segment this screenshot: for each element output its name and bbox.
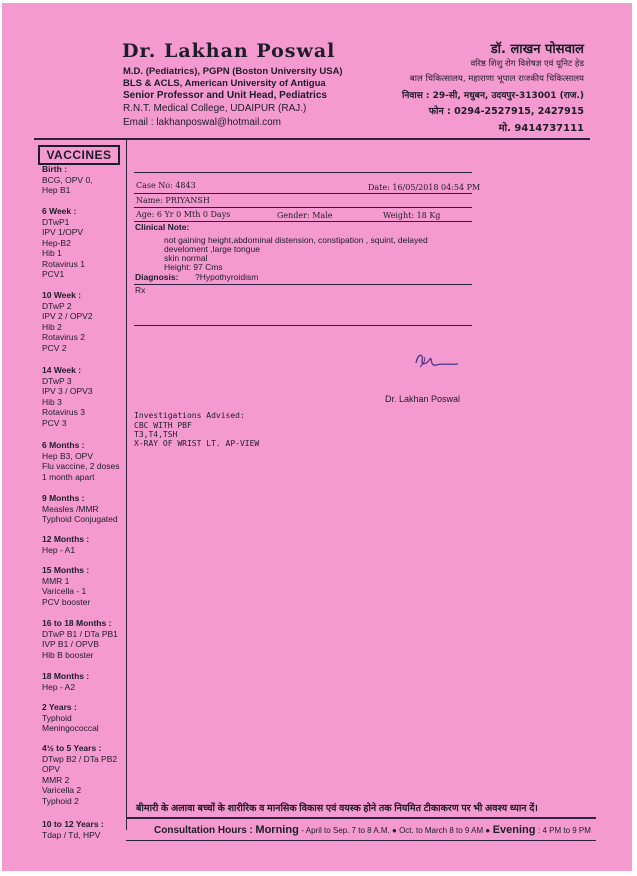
vaccine-age-heading: 4½ to 5 Years : xyxy=(42,743,102,753)
address-hindi: निवास : 29-सी, मधुबन, उदयपुर-313001 (राज.) xyxy=(402,91,584,101)
vaccine-item: Typhoid 2 xyxy=(42,795,79,806)
investigation-item: CBC WITH PBF xyxy=(134,421,192,430)
vaccine-item: Meningococcal xyxy=(42,723,99,733)
vaccine-item: PCV1 xyxy=(42,269,65,279)
vaccine-item: IPV 1/OPV xyxy=(42,227,84,237)
vaccine-item: PCV booster xyxy=(42,596,91,607)
vaccine-item: Hep B3, OPV xyxy=(42,450,94,461)
vaccine-group xyxy=(42,290,93,353)
case-rule-2 xyxy=(134,207,472,208)
morning-label: Morning xyxy=(255,824,299,836)
doctor-name-hindi: डॉ. लाखन पोसवाल xyxy=(490,42,584,57)
patient-name: Name: PRIYANSH xyxy=(136,196,210,205)
vaccine-item: 1 month apart xyxy=(42,471,95,482)
evening-label: Evening xyxy=(492,824,536,836)
vaccine-age-heading: 6 Months : xyxy=(42,440,85,450)
vaccine-item: Tdap / Td, HPV xyxy=(42,829,101,840)
clinical-note-label: Clinical Note: xyxy=(135,222,190,232)
vaccine-age-heading: 9 Months : xyxy=(42,493,85,503)
vaccine-group xyxy=(42,493,118,525)
vaccine-item: Hib 1 xyxy=(42,248,62,258)
vaccine-age-heading: 6 Week : xyxy=(42,206,77,216)
mobile-hindi: मो. 9414737111 xyxy=(498,123,584,134)
vaccine-item: Varicella 2 xyxy=(42,785,82,795)
diagnosis-value: ?Hypothyroidism xyxy=(195,272,259,282)
vaccine-item: PCV 2 xyxy=(42,342,67,353)
morning-hours: - April to Sep. 7 to 8 A.M. ● Oct. to March 8 to 9 AM ● xyxy=(301,826,491,835)
investigation-item: T3,T4,TSH xyxy=(134,430,178,439)
vaccine-item: Rotavirus 3 xyxy=(42,407,85,417)
vaccine-group xyxy=(42,365,93,428)
investigation-item: X-RAY OF WRIST LT. AP-VIEW xyxy=(134,439,260,448)
position: Senior Professor and Unit Head, Pediatrics xyxy=(123,90,327,101)
footer-rule xyxy=(126,817,596,819)
vaccine-item: IVP B1 / OPVB xyxy=(42,639,100,649)
patient-age: Age: 6 Yr 0 Mth 0 Days xyxy=(136,210,231,219)
vaccines-title: VACCINES xyxy=(38,145,120,165)
vaccine-item: Typhoid xyxy=(42,712,72,723)
vaccine-group xyxy=(42,534,89,555)
vaccine-item: DTwP B1 / DTa PB1 xyxy=(42,628,118,639)
vaccine-item: IPV 2 / OPV2 xyxy=(42,311,93,321)
vaccine-age-heading: 18 Months : xyxy=(42,671,90,681)
prescription-page xyxy=(2,3,632,871)
patient-gender: Gender: Male xyxy=(277,211,333,220)
vaccine-group xyxy=(42,206,85,280)
vaccine-age-heading: 10 to 12 Years : xyxy=(42,819,104,829)
vaccine-item: Flu vaccine, 2 doses xyxy=(42,461,120,471)
vaccine-item: Hib 2 xyxy=(42,321,62,332)
vaccine-item: DTwP 2 xyxy=(42,300,72,311)
patient-weight: Weight: 18 Kg xyxy=(383,211,441,220)
vaccine-age-heading: 10 Week : xyxy=(42,290,82,300)
vaccine-age-heading: Birth : xyxy=(42,164,68,174)
header-rule xyxy=(34,138,590,140)
vaccine-item: Hib 3 xyxy=(42,396,62,407)
rx-rule xyxy=(134,325,472,326)
footer-bottom-rule xyxy=(126,840,596,841)
phone-hindi: फोन : 0294-2527915, 2427915 xyxy=(428,106,584,117)
vaccine-item: Rotavirus 1 xyxy=(42,258,85,269)
case-rule-1 xyxy=(134,193,472,194)
vaccine-group xyxy=(42,565,90,607)
vaccine-item: Rotavirus 2 xyxy=(42,332,85,342)
sidebar-divider xyxy=(126,140,127,830)
rx-symbol: Rx xyxy=(135,285,146,295)
vaccine-age-heading: 16 to 18 Months : xyxy=(42,618,112,628)
footer-notice-hindi: बीमारी के अलावा बच्चों के शारीरिक व मानसिक विकास एवं वयस्क होने तक नियमित टीकाकरण पर भी अवश्य ध्यान दें। xyxy=(136,803,538,814)
vaccine-item: IPV 3 / OPV3 xyxy=(42,386,93,396)
consultation-hours xyxy=(154,824,591,836)
clinical-note-line: develoment ,large tongue xyxy=(164,244,260,254)
email: Email : lakhanposwal@hotmail.com xyxy=(123,117,281,128)
clinical-note-line: skin normal xyxy=(164,253,208,263)
diagnosis-label: Diagnosis: xyxy=(135,272,179,282)
vaccine-age-heading: 15 Months : xyxy=(42,565,90,575)
title-hindi: वरिष्ठ शिशु रोग विशेषज्ञ एवं यूनिट हेड xyxy=(470,59,584,69)
doctor-name-english: Dr. Lakhan Poswal xyxy=(122,40,336,62)
vaccine-item: Varicella - 1 xyxy=(42,586,87,596)
vaccine-group xyxy=(42,702,99,734)
vaccine-age-heading: 2 Years : xyxy=(42,702,77,712)
vaccine-group xyxy=(42,819,104,840)
diagnosis-rule xyxy=(134,284,472,285)
vaccine-item: MMR 1 xyxy=(42,575,70,586)
vaccine-group xyxy=(42,618,118,660)
vaccine-item: Hib B booster xyxy=(42,649,94,660)
training: BLS & ACLS, American University of Antigua xyxy=(123,78,326,89)
vaccine-item: BCG, OPV 0, xyxy=(42,174,93,185)
vaccine-item: DTwP1 xyxy=(42,216,70,227)
case-top-rule xyxy=(134,172,472,173)
vaccine-age-heading: 14 Week : xyxy=(42,365,82,375)
vaccine-item: Hep - A2 xyxy=(42,681,76,692)
vaccine-item: DTwp B2 / DTa PB2 xyxy=(42,753,118,764)
qualifications: M.D. (Pediatrics), PGPN (Boston University USA) xyxy=(123,66,343,77)
vaccine-item: DTwP 3 xyxy=(42,375,72,386)
vaccine-item: Typhoid Conjugated xyxy=(42,514,118,524)
vaccine-item: Hep-B2 xyxy=(42,237,71,248)
vaccine-group xyxy=(42,440,119,482)
evening-hours: : 4 PM to 9 PM xyxy=(538,826,591,835)
visit-date: Date: 16/05/2018 04:54 PM xyxy=(368,183,481,192)
consult-label: Consultation Hours : xyxy=(154,825,253,836)
vaccine-age-heading: 12 Months : xyxy=(42,534,90,544)
signature-mark xyxy=(410,347,462,373)
vaccine-group xyxy=(42,671,89,692)
college: R.N.T. Medical College, UDAIPUR (RAJ.) xyxy=(123,103,307,114)
vaccine-group xyxy=(42,164,93,196)
investigations-label: Investigations Advised: xyxy=(134,411,245,420)
doctor-signature-name: Dr. Lakhan Poswal xyxy=(385,394,461,404)
vaccine-item: OPV xyxy=(42,764,60,774)
clinical-note-line: not gaining height,abdominal distension, constipation , squint, delayed xyxy=(164,235,428,245)
vaccine-item: Hep - A1 xyxy=(42,544,76,555)
clinical-note-line: Height: 97 Cms xyxy=(164,262,223,272)
vaccine-item: Hep B1 xyxy=(42,185,71,195)
vaccine-group xyxy=(42,743,117,806)
vaccine-item: PCV 3 xyxy=(42,417,67,428)
vaccine-item: Measles /MMR xyxy=(42,503,99,514)
hospital-hindi: बाल चिकित्सालय, महाराणा भूपाल राजकीय चिकित्सालय xyxy=(409,74,584,84)
vaccine-item: MMR 2 xyxy=(42,774,70,785)
case-number: Case No: 4843 xyxy=(136,181,196,190)
